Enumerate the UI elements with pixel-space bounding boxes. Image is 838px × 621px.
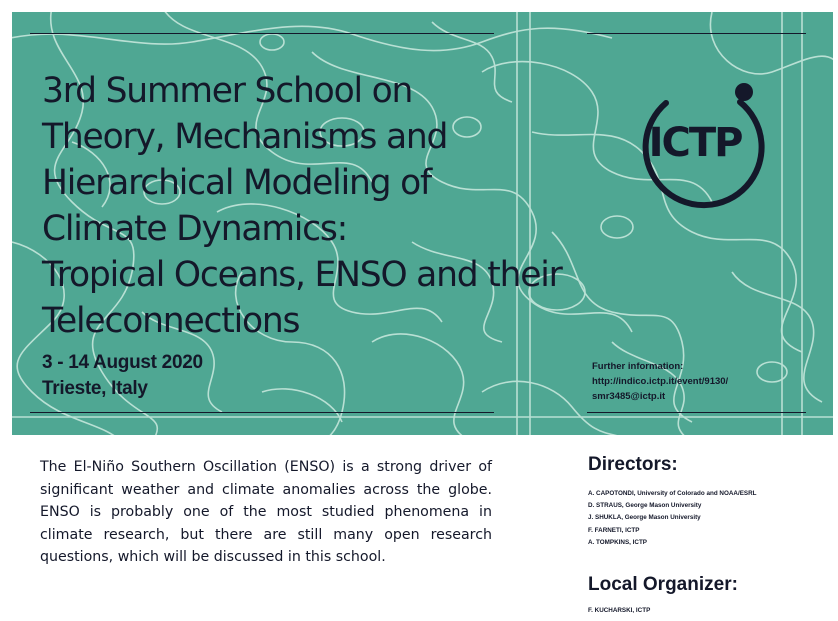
director-item: D. STRAUS, George Mason University — [588, 502, 702, 510]
poster-banner — [12, 12, 833, 435]
school-description: The El-Niño Southern Oscillation (ENSO) is a strong driver of significant weather and climate anomalies across the globe. ENSO is probably one of the most studied phenomena in climate research, but there are still many open research questions, which will be discussed in this school. — [40, 459, 492, 565]
bottom-rule-right — [587, 412, 806, 413]
logo-text: ICTP — [648, 120, 742, 166]
ictp-logo — [632, 80, 772, 210]
local-organizer-heading: Local Organizer: — [588, 574, 738, 595]
directors-heading: Directors: — [588, 454, 678, 475]
top-rule-left — [30, 33, 494, 34]
title-line: Theory, Mechanisms and — [42, 117, 448, 157]
local-organizer-list — [588, 605, 650, 617]
title-line: Climate Dynamics: — [42, 209, 348, 249]
title-line: 3rd Summer School on — [42, 71, 413, 111]
director-item: A. TOMPKINS, ICTP — [588, 538, 648, 546]
director-item: F. FARNETI, ICTP — [588, 526, 640, 534]
further-information — [592, 359, 728, 404]
title-line: Hierarchical Modeling of — [42, 163, 431, 203]
top-rule-right — [587, 33, 806, 34]
info-email[interactable]: smr3485@ictp.it — [592, 391, 666, 402]
director-item: J. SHUKLA, George Mason University — [588, 514, 701, 522]
title-line: Tropical Oceans, ENSO and their — [42, 255, 562, 295]
poster-title — [42, 68, 732, 344]
bottom-rule-left — [30, 412, 494, 413]
event-location: Trieste, Italy — [42, 378, 148, 399]
organizer-item: F. KUCHARSKI, ICTP — [588, 607, 651, 614]
info-heading: Further information: — [592, 361, 684, 372]
directors-list — [588, 488, 757, 549]
title-line: Teleconnections — [42, 301, 300, 341]
event-dates: 3 - 14 August 2020 — [42, 352, 203, 373]
logo-dot-icon — [735, 83, 753, 101]
director-item: A. CAPOTONDI, University of Colorado and NOAA/ESRL — [588, 490, 757, 497]
info-url[interactable]: http://indico.ictp.it/event/9130/ — [592, 376, 729, 387]
